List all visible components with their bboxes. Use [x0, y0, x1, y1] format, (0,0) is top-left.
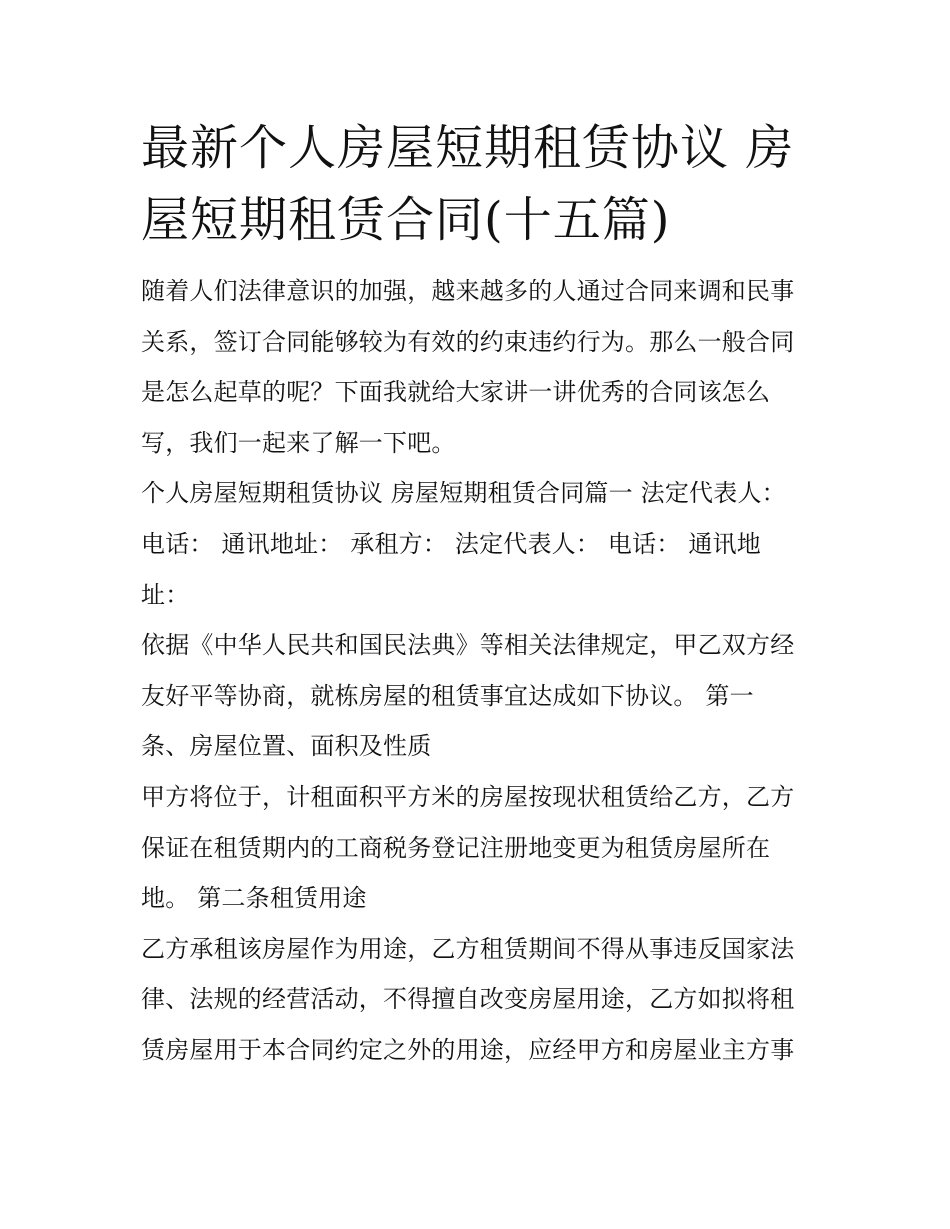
- body-line: 条、房屋位置、面积及性质: [141, 732, 432, 761]
- body-line: 地。 第二条租赁用途: [141, 884, 367, 913]
- title-line: 屋短期租赁合同(十五篇): [141, 192, 671, 248]
- body-line: 写，我们一起来了解一下吧。: [141, 428, 456, 457]
- body-line: 电话： 通讯地址： 承租方： 法定代表人： 电话： 通讯地: [141, 529, 761, 558]
- body-line: 友好平等协商，就栋房屋的租赁事宜达成如下协议。 第一: [141, 681, 754, 710]
- document-title: [141, 112, 817, 256]
- title-line: 最新个人房屋短期租赁协议 房: [141, 120, 795, 176]
- body-line: 个人房屋短期租赁协议 房屋短期租赁合同篇一 法定代表人：: [141, 479, 786, 508]
- document-body: [141, 266, 817, 1076]
- body-line: 赁房屋用于本合同约定之外的用途，应经甲方和房屋业主方事: [141, 1035, 795, 1064]
- body-line: 甲方将位于，计租面积平方米的房屋按现状租赁给乙方，乙方: [141, 782, 795, 811]
- body-line: 律、法规的经营活动，不得擅自改变房屋用途，乙方如拟将租: [141, 985, 795, 1014]
- body-line: 址：: [141, 580, 190, 609]
- body-line: 乙方承租该房屋作为用途，乙方租赁期间不得从事违反国家法: [141, 934, 795, 963]
- body-line: 依据《中华人民共和国民法典》等相关法律规定，甲乙双方经: [141, 631, 795, 660]
- body-line: 随着人们法律意识的加强，越来越多的人通过合同来调和民事: [141, 277, 795, 305]
- body-line: 是怎么起草的呢？下面我就给大家讲一讲优秀的合同该怎么: [141, 378, 771, 407]
- document-page: [141, 112, 817, 1076]
- body-line: 关系，签订合同能够较为有效的约束违约行为。那么一般合同: [141, 327, 795, 356]
- body-line: 保证在租赁期内的工商税务登记注册地变更为租赁房屋所在: [141, 833, 771, 862]
